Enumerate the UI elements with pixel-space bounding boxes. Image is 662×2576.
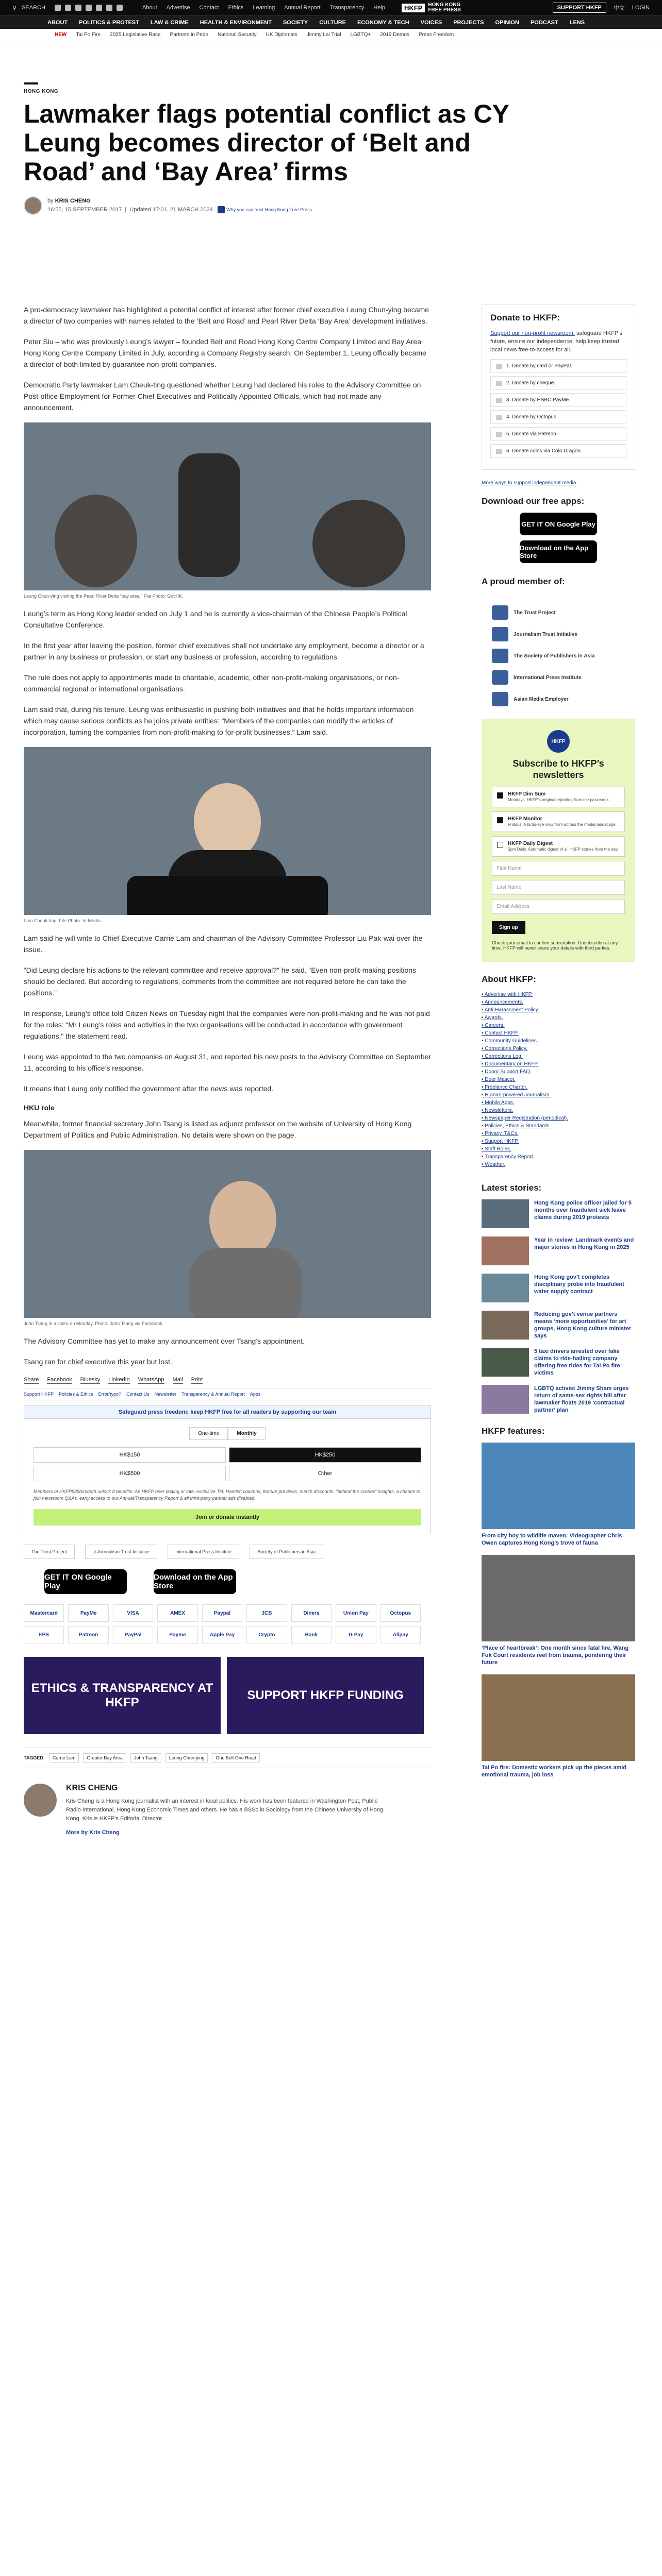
trust-project-logo[interactable]: The Trust Project bbox=[24, 1545, 75, 1559]
ethics-banner[interactable]: ETHICS & TRANSPARENCY AT HKFP bbox=[24, 1657, 221, 1734]
cheque-icon bbox=[496, 381, 502, 386]
newsletter-option[interactable]: HKFP Monitor Fridays. A birds-eye view from across the media landscape. bbox=[492, 811, 625, 832]
about-link[interactable]: • Announcements. bbox=[482, 998, 635, 1006]
trending-item[interactable]: National Security bbox=[218, 32, 257, 38]
figure bbox=[24, 422, 431, 599]
author-box-avatar[interactable] bbox=[24, 1784, 57, 1817]
member-item[interactable]: Asian Media Employer bbox=[492, 692, 625, 706]
sidebar bbox=[482, 304, 635, 1787]
checkbox[interactable] bbox=[497, 842, 503, 848]
feature-image[interactable] bbox=[482, 1674, 635, 1761]
tags-label: TAGGED: bbox=[24, 1755, 45, 1760]
footer-link[interactable]: Policies & Ethics bbox=[59, 1392, 93, 1397]
paragraph: It means that Leung only notified the government after the news was reported. bbox=[24, 1084, 274, 1093]
members-title: A proud member of: bbox=[482, 577, 565, 586]
trending-item[interactable]: UK Diplomats bbox=[266, 32, 297, 38]
social-icons bbox=[55, 5, 123, 11]
instagram-icon[interactable] bbox=[75, 5, 81, 11]
nav-voices[interactable]: VOICES bbox=[420, 19, 442, 26]
figure bbox=[24, 1150, 431, 1326]
author-box bbox=[24, 1784, 431, 1836]
amount-option[interactable]: HK$150 bbox=[34, 1447, 226, 1463]
signup-button[interactable]: Sign up bbox=[492, 921, 525, 934]
figure bbox=[24, 747, 431, 923]
article-title: Lawmaker flags potential conflict as CY Leung becomes director of ‘Belt and Road’ and ‘Bay Area’ firms bbox=[24, 99, 509, 186]
paragraph: The rule does not apply to appointments made to charitable, academic, other non-profit-making organisations, or non-commercial regional or international organisations. bbox=[24, 673, 400, 693]
trust-link[interactable]: Why you can trust Hong Kong Free Press bbox=[226, 207, 312, 212]
tag-item[interactable]: Carrie Lam bbox=[49, 1753, 79, 1762]
language-switch[interactable]: 中文 bbox=[613, 5, 625, 11]
trending-nav bbox=[0, 29, 662, 41]
donate-title: Donate to HKFP: bbox=[490, 313, 560, 323]
footer-link[interactable]: Support HKFP bbox=[24, 1392, 54, 1397]
paragraph: Tsang ran for chief executive this year but lost. bbox=[24, 1358, 172, 1366]
about-link[interactable]: • Support HKFP. bbox=[482, 1138, 635, 1145]
publish-date: 16:55, 15 SEPTEMBER 2017 bbox=[47, 206, 122, 213]
paragraph: The Advisory Committee has yet to make any announcement over Tsang’s appointment. bbox=[24, 1337, 305, 1345]
footer-link[interactable]: Apps bbox=[250, 1392, 261, 1397]
author-avatar[interactable] bbox=[24, 196, 42, 215]
payment-icon: AMEX bbox=[157, 1604, 197, 1622]
support-hkfp-button[interactable]: SUPPORT HKFP bbox=[553, 3, 606, 13]
first-name-input[interactable]: First Name bbox=[492, 861, 625, 876]
tab-one-time[interactable]: One-time bbox=[189, 1427, 228, 1440]
octopus-icon bbox=[496, 415, 502, 420]
donate-perks: Members of HKFP$250/month unlock 8 benefits: An HKFP beer tasting or tote, exclusive Tim Hamlett columns, feature previews, merch discounts, “behind the scenes” insights, a chance to join newsroom Q&As, early access to our Annual/Transparency Report & all third-party partner ads disabled. bbox=[34, 1489, 421, 1501]
payment-icon: Union Pay bbox=[336, 1604, 376, 1622]
trending-item[interactable]: Jimmy Lai Trial bbox=[306, 32, 341, 38]
trending-item[interactable]: LGBTQ+ bbox=[350, 32, 371, 38]
about-link[interactable]: • Policies, Ethics & Standards. bbox=[482, 1122, 635, 1130]
search-label[interactable]: SEARCH bbox=[22, 5, 45, 11]
paragraph: “Did Leung declare his actions to the relevant committee and receive approval?” he said. “Even non-profit-making positions should be declared. But according to regulations, comments from the committee are not required before he can take the positions.” bbox=[24, 966, 417, 997]
sidebar-google-play[interactable]: GET IT ON Google Play bbox=[520, 513, 597, 535]
amount-option[interactable]: HK$500 bbox=[34, 1466, 226, 1481]
newsletter-box bbox=[482, 719, 635, 962]
nav-law[interactable]: LAW & CRIME bbox=[150, 19, 189, 26]
patreon-icon bbox=[496, 432, 502, 437]
payment-icon: PayPal bbox=[113, 1626, 153, 1643]
tag-item[interactable]: One Belt One Road bbox=[212, 1753, 260, 1762]
checkbox[interactable] bbox=[497, 792, 503, 799]
card-icon bbox=[496, 364, 502, 369]
updated-date: Updated 17:01, 21 MARCH 2024 bbox=[129, 206, 213, 213]
article-footer-links bbox=[24, 1388, 431, 1400]
top-link-contact[interactable]: Contact bbox=[199, 5, 219, 11]
donate-amounts bbox=[34, 1447, 421, 1481]
google-play-button[interactable]: GET IT ON Google Play bbox=[44, 1569, 127, 1594]
coin-icon bbox=[496, 449, 502, 454]
paragraph: Leung was appointed to the two companies on August 31, and reported his new posts to the Advisory Committee on September 11, according to his office’s response. bbox=[24, 1053, 431, 1072]
paragraph: Democratic Party lawmaker Lam Cheuk-ting questioned whether Leung had declared his roles to the Advisory Committee on Post-office Employment for Former Chief Executives and Politically Appointed Officials, which had not made any announcement. bbox=[24, 381, 421, 412]
paragraph: Meanwhile, former financial secretary John Tsang is listed as adjunct professor on the website of University of Hong Kong Department of Politics and Public Administration. No details were shown on the page. bbox=[24, 1120, 412, 1139]
trending-item[interactable]: Press Freedom bbox=[418, 32, 454, 38]
ipi-logo[interactable]: International Press Institute bbox=[168, 1545, 239, 1559]
bluesky-icon[interactable] bbox=[117, 5, 123, 11]
app-store-buttons bbox=[24, 1569, 431, 1594]
author-box-name[interactable]: KRIS CHENG bbox=[66, 1784, 118, 1792]
about-link[interactable]: • Human-powered Journalism. bbox=[482, 1091, 635, 1099]
newsletter-option[interactable]: HKFP Dim Sum Mondays. HKFP’s original reporting from the past week. bbox=[492, 787, 625, 807]
nav-economy[interactable]: ECONOMY & TECH bbox=[357, 19, 409, 26]
paragraph: In the first year after leaving the position, former chief executives shall not undertake any employment, become a director or a partner in any business or profession, or start any business or profession, according to regulations. bbox=[24, 641, 424, 661]
promo-banners bbox=[24, 1657, 431, 1734]
story-item[interactable]: Year in review: Landmark events and major stories in Hong Kong in 2025 bbox=[482, 1236, 635, 1265]
top-link-ethics[interactable]: Ethics bbox=[228, 5, 244, 11]
tag-item[interactable]: John Tsang bbox=[130, 1753, 161, 1762]
feature-image[interactable] bbox=[482, 1443, 635, 1529]
byline: by KRIS CHENG 16:55, 15 SEPTEMBER 2017 | Updated 17:01, 21 MARCH 2024 Why you can trust Hong Kong Free Press bbox=[24, 196, 638, 215]
more-by-author-link[interactable]: More by Kris Cheng bbox=[66, 1829, 120, 1836]
nav-politics[interactable]: POLITICS & PROTEST bbox=[79, 19, 139, 26]
story-thumbnail[interactable] bbox=[482, 1385, 529, 1414]
member-logos-row bbox=[24, 1545, 431, 1559]
payment-icon: VISA bbox=[113, 1604, 153, 1622]
donate-box bbox=[24, 1405, 431, 1534]
latest-stories bbox=[482, 1199, 635, 1414]
about-link[interactable]: • Community Guidelines. bbox=[482, 1037, 635, 1045]
nav-health[interactable]: HEALTH & ENVIRONMENT bbox=[200, 19, 272, 26]
donate-method[interactable]: 6. Donate coins via Coin Dragon. bbox=[490, 444, 626, 458]
about-link[interactable]: • Careers. bbox=[482, 1022, 635, 1029]
figure-caption: Lam Cheuk-ting. File Photo: In-Media. bbox=[24, 918, 102, 923]
donate-method[interactable]: 3. Donate by HSBC PayMe. bbox=[490, 393, 626, 407]
nav-about[interactable]: ABOUT bbox=[47, 19, 68, 26]
about-list bbox=[482, 991, 635, 1168]
payment-icon: Alipay bbox=[380, 1626, 421, 1643]
share-print[interactable]: Print bbox=[191, 1377, 203, 1383]
latest-title: Latest stories: bbox=[482, 1183, 542, 1193]
story-thumbnail[interactable] bbox=[482, 1236, 529, 1265]
apps-title: Download our free apps: bbox=[482, 496, 585, 506]
support-banner[interactable]: SUPPORT HKFP FUNDING bbox=[227, 1657, 424, 1734]
about-link[interactable]: • Newsletters. bbox=[482, 1107, 635, 1114]
figure-caption: Leung Chun-ying visiting the Pearl River Delta “bay area.” File Photo: GovHK. bbox=[24, 594, 184, 599]
top-link-help[interactable]: Help bbox=[373, 5, 386, 11]
about-link[interactable]: • Deer Mascot. bbox=[482, 1076, 635, 1083]
youtube-icon[interactable] bbox=[96, 5, 102, 11]
story-item[interactable]: 5 taxi drivers arrested over fake claims to ride-hailing company offering free rides for Tai Po fire victims bbox=[482, 1348, 635, 1377]
feature-headline[interactable]: From city boy to wildlife maven: Videographer Chris Owen captures Hong Kong’s trove of fauna bbox=[482, 1533, 622, 1546]
trending-item[interactable]: 2025 Legislative Race bbox=[110, 32, 161, 38]
payment-icon: PayMe bbox=[68, 1604, 108, 1622]
about-link[interactable]: • Contact HKFP. bbox=[482, 1029, 635, 1037]
about-link[interactable]: • Privacy, T&Cs. bbox=[482, 1130, 635, 1138]
last-name-input[interactable]: Last Name bbox=[492, 880, 625, 895]
top-bar bbox=[0, 0, 662, 15]
story-item[interactable]: LGBTQ activist Jimmy Sham urges return of same-sex rights bill after lawmaker floats 2019 ‘contractual partner’ plan bbox=[482, 1385, 635, 1414]
employer-icon bbox=[492, 692, 508, 706]
author-bio: Kris Cheng is a Hong Kong journalist with an interest in local politics. His work has been featured in Washington Post, Public Radio International, Hong Kong Economic Times and others. He has a BSSc in Sociology from the Chinese University of Hong Kong. Kris is HKFP’s Editorial Director. bbox=[66, 1798, 384, 1822]
footer-link[interactable]: Newsletter bbox=[154, 1392, 177, 1397]
share-mail[interactable]: Mail bbox=[172, 1377, 183, 1383]
story-item[interactable]: Hong Kong police officer jailed for 5 months over fraudulent sick leave claims during 2019 protests bbox=[482, 1199, 635, 1228]
article-container bbox=[24, 82, 638, 1836]
tag-item[interactable]: Greater Bay Area bbox=[83, 1753, 126, 1762]
donate-method[interactable]: 5. Donate via Patreon. bbox=[490, 427, 626, 441]
newsletter-title: Subscribe to HKFP’s newsletters bbox=[512, 758, 604, 780]
about-title: About HKFP: bbox=[482, 974, 536, 984]
top-link-transparency[interactable]: Transparency bbox=[329, 5, 365, 11]
sopa-icon bbox=[492, 649, 508, 663]
payment-icon: Bank bbox=[291, 1626, 332, 1643]
jti-icon bbox=[492, 627, 508, 641]
top-link-learning[interactable]: Learning bbox=[253, 5, 275, 11]
payment-icon: Octopus bbox=[380, 1604, 421, 1622]
payment-icon: Apple Pay bbox=[202, 1626, 242, 1643]
feature-headline[interactable]: ‘Place of heartbreak’: One month since fatal fire, Wang Fuk Court residents reel from trauma, pondering their future bbox=[482, 1645, 629, 1666]
payment-icon: Paypal bbox=[202, 1604, 242, 1622]
payment-methods bbox=[24, 1604, 421, 1643]
trending-item[interactable]: Partners in Pride bbox=[170, 32, 209, 38]
photo-lam-cheuk-ting[interactable] bbox=[24, 747, 431, 915]
about-link[interactable]: • Corrections Log. bbox=[482, 1053, 635, 1060]
story-thumbnail[interactable] bbox=[482, 1274, 529, 1302]
about-link[interactable]: • Corrections Policy. bbox=[482, 1045, 635, 1053]
payment-icon: Patreon bbox=[68, 1626, 108, 1643]
share-bluesky[interactable]: Bluesky bbox=[80, 1377, 101, 1383]
amount-option[interactable]: Other bbox=[229, 1466, 421, 1481]
new-badge: NEW bbox=[55, 32, 67, 38]
story-thumbnail[interactable] bbox=[482, 1348, 529, 1377]
trust-badge-icon bbox=[218, 206, 225, 213]
donate-head[interactable]: Safeguard press freedom; keep HKFP free for all readers by supporting our team bbox=[24, 1406, 431, 1419]
join-donate-button[interactable]: Join or donate instantly bbox=[34, 1509, 421, 1526]
sidebar-app-store[interactable]: Download on the App Store bbox=[520, 540, 597, 563]
newsletter-note: Check your email to confirm subscription. Unsubscribe at any time. HKFP will never share your details with third parties. bbox=[492, 940, 618, 951]
hkfp-logo-icon: HKFP bbox=[547, 730, 570, 753]
trending-item[interactable]: Tai Po Fire bbox=[76, 32, 101, 38]
story-item[interactable]: Hong Kong gov’t completes disciplinary probe into fraudulent water supply contract bbox=[482, 1274, 635, 1302]
member-item[interactable]: Journalism Trust Initiative bbox=[492, 627, 625, 641]
ipi-icon bbox=[492, 670, 508, 685]
nav-society[interactable]: SOCIETY bbox=[283, 19, 308, 26]
payment-icon: Diners bbox=[291, 1604, 332, 1622]
figure-caption: John Tsang in a video on Monday. Photo: John Tsang via Facebook. bbox=[24, 1321, 164, 1326]
about-link[interactable]: • Advertise with HKFP. bbox=[482, 991, 635, 998]
kicker-bar bbox=[24, 82, 38, 84]
share-whatsapp[interactable]: WhatsApp bbox=[138, 1377, 164, 1383]
tab-monthly[interactable]: Monthly bbox=[228, 1427, 265, 1440]
threads-icon[interactable] bbox=[86, 5, 92, 11]
site-logo[interactable]: HKFP HONG KONG FREE PRESS bbox=[402, 3, 461, 13]
feature-image[interactable] bbox=[482, 1555, 635, 1641]
about-link[interactable]: • Documentary on HKFP. bbox=[482, 1060, 635, 1068]
about-link[interactable]: • Staff Roles. bbox=[482, 1145, 635, 1153]
footer-link[interactable]: Error/typo? bbox=[98, 1392, 122, 1397]
about-link[interactable]: • Donor Support FAQ. bbox=[482, 1068, 635, 1076]
paragraph: Lam said that, during his tenure, Leung was enthusiastic in pushing both initiatives and that he holds important information which may cause serious conflicts as he joins private entities: “Members of the companies can modify the articles of incorporation, turning the companies from non-profit-making to for-profit businesses,” Lam said. bbox=[24, 705, 414, 736]
paragraph: Leung’s term as Hong Kong leader ended on July 1 and he is currently a vice-chairman of the Chinese People’s Political Consultative Conference. bbox=[24, 609, 407, 629]
about-link[interactable]: • Mobile Apps. bbox=[482, 1099, 635, 1107]
top-link-annual-report[interactable]: Annual Report bbox=[284, 5, 321, 11]
about-link[interactable]: • Anti-Harassment Policy. bbox=[482, 1006, 635, 1014]
x-icon[interactable] bbox=[65, 5, 71, 11]
donate-card: Donate to HKFP: Support our non-profit newsroom: safeguard HKFP’s future, ensure our independence, help keep trusted local news free-to-access for all. 1. Donate by card or PayPal. 2. Donate by cheque. 3. Donate by HSBC PayMe. 4. Donate by Octopus. 5. Donate via Patreon. 6. Donate coins via Coin Dragon. bbox=[482, 304, 635, 470]
nav-projects[interactable]: PROJECTS bbox=[453, 19, 484, 26]
author-name[interactable]: KRIS CHENG bbox=[55, 198, 91, 204]
article-body bbox=[24, 304, 431, 1836]
paragraph: Peter Siu – who was previously Leung’s lawyer – founded Belt and Road Hong Kong Centre Company Limited and Bay Area Hong Kong Centre Company Limited in July, according a Company Registry search. On September 1, Leung officially became a director of both limited by guarantee non-profit companies. bbox=[24, 337, 426, 368]
member-item[interactable]: International Press Institute bbox=[492, 670, 625, 685]
payment-icon: JCB bbox=[246, 1604, 287, 1622]
article-category[interactable]: HONG KONG bbox=[24, 89, 59, 94]
more-ways-link[interactable]: More ways to support independent media. bbox=[482, 480, 578, 486]
linkedin-icon[interactable] bbox=[106, 5, 112, 11]
about-link[interactable]: • Weather. bbox=[482, 1161, 635, 1168]
nav-opinion[interactable]: OPINION bbox=[495, 19, 519, 26]
story-thumbnail[interactable] bbox=[482, 1199, 529, 1228]
donate-method[interactable]: 2. Donate by cheque. bbox=[490, 376, 626, 390]
footer-link[interactable]: Contact Us bbox=[126, 1392, 150, 1397]
donate-method[interactable]: 1. Donate by card or PayPal. bbox=[490, 359, 626, 373]
story-item[interactable]: Reducing gov’t venue partners means ‘more opportunities’ for art groups, Hong Kong culture minister says bbox=[482, 1311, 635, 1340]
newsletter-option[interactable]: HKFP Daily Digest 5pm Daily. Automatic digest of all HKFP stories from the day. bbox=[492, 836, 625, 857]
amount-option-selected[interactable]: HK$250 bbox=[229, 1447, 421, 1463]
story-thumbnail[interactable] bbox=[482, 1311, 529, 1340]
nav-podcast[interactable]: PODCAST bbox=[530, 19, 558, 26]
payment-icon: Crypto bbox=[246, 1626, 287, 1643]
about-link[interactable]: • Freelance Charter. bbox=[482, 1083, 635, 1091]
trending-item[interactable]: 2019 Demos bbox=[380, 32, 409, 38]
member-item[interactable]: The Trust Project bbox=[492, 605, 625, 620]
footer-link[interactable]: Transparency & Annual Report bbox=[181, 1392, 245, 1397]
nav-culture[interactable]: CULTURE bbox=[319, 19, 346, 26]
tag-item[interactable]: Leung Chun-ying bbox=[166, 1753, 208, 1762]
jti-logo[interactable]: jti Journalism Trust Initiative bbox=[85, 1545, 158, 1559]
members-list bbox=[482, 593, 635, 719]
paragraph: Lam said he will write to Chief Executive Carrie Lam and chairman of the Advisory Committee Professor Liu Pak-wai over the issue. bbox=[24, 934, 423, 954]
main-nav bbox=[0, 15, 662, 29]
about-link[interactable]: • Awards. bbox=[482, 1014, 635, 1022]
feature-headline[interactable]: Tai Po fire: Domestic workers pick up the pieces amid emotional trauma, job loss bbox=[482, 1765, 626, 1778]
share-bar bbox=[24, 1377, 431, 1384]
member-item[interactable]: The Society of Publishers in Asia bbox=[492, 649, 625, 663]
about-link[interactable]: • Newspaper Registration (periodical). bbox=[482, 1114, 635, 1122]
payment-icon: FPS bbox=[24, 1626, 64, 1643]
email-input[interactable]: Email Address bbox=[492, 899, 625, 914]
paragraph: In response, Leung’s office told Citizen News on Tuesday night that the companies were non-profit-making and he was not paid for the roles: “Mr Leung’s roles and activities in the two organisations will be conducted in accordance with government regulations,” the statement read. bbox=[24, 1009, 430, 1040]
nav-lens[interactable]: LENS bbox=[569, 19, 585, 26]
paragraph: A pro-democracy lawmaker has highlighted a potential conflict of interest after former chief executive Leung Chun-ying became a director of two companies with names related to the ‘Belt and Road’ and Pearl River Delta ‘Bay Area’ development initiatives. bbox=[24, 306, 429, 325]
payment-icon: G Pay bbox=[336, 1626, 376, 1643]
share-linkedin[interactable]: LinkedIn bbox=[108, 1377, 130, 1383]
donate-frequency-toggle bbox=[34, 1427, 421, 1440]
trust-project-icon bbox=[492, 605, 508, 620]
donate-method[interactable]: 4. Donate by Octopus. bbox=[490, 410, 626, 424]
payment-icon: Payme bbox=[157, 1626, 197, 1643]
top-link-about[interactable]: About bbox=[142, 5, 157, 11]
sopa-logo[interactable]: Society of Publishers in Asia bbox=[250, 1545, 323, 1559]
donate-methods bbox=[490, 359, 626, 458]
checkbox[interactable] bbox=[497, 817, 503, 823]
login-link[interactable]: LOGIN bbox=[632, 5, 650, 11]
top-link-advertise[interactable]: Advertise bbox=[166, 5, 190, 11]
share-facebook[interactable]: Facebook bbox=[47, 1377, 72, 1383]
features-list bbox=[482, 1443, 635, 1778]
tag-list bbox=[24, 1748, 431, 1768]
share-label: Share bbox=[24, 1377, 39, 1383]
section-heading: HKU role bbox=[24, 1104, 55, 1112]
photo-leung-visit[interactable] bbox=[24, 422, 431, 590]
facebook-icon[interactable] bbox=[55, 5, 61, 11]
photo-john-tsang[interactable] bbox=[24, 1150, 431, 1318]
about-link[interactable]: • Transparency Report. bbox=[482, 1153, 635, 1161]
search-icon[interactable]: ⚲ bbox=[12, 5, 17, 11]
app-store-button[interactable]: Download on the App Store bbox=[154, 1569, 236, 1594]
features-title: HKFP features: bbox=[482, 1426, 545, 1436]
payment-icon: Mastercard bbox=[24, 1604, 64, 1622]
donate-support-link[interactable]: Support our non-profit newsroom: bbox=[490, 330, 575, 336]
payme-icon bbox=[496, 398, 502, 403]
